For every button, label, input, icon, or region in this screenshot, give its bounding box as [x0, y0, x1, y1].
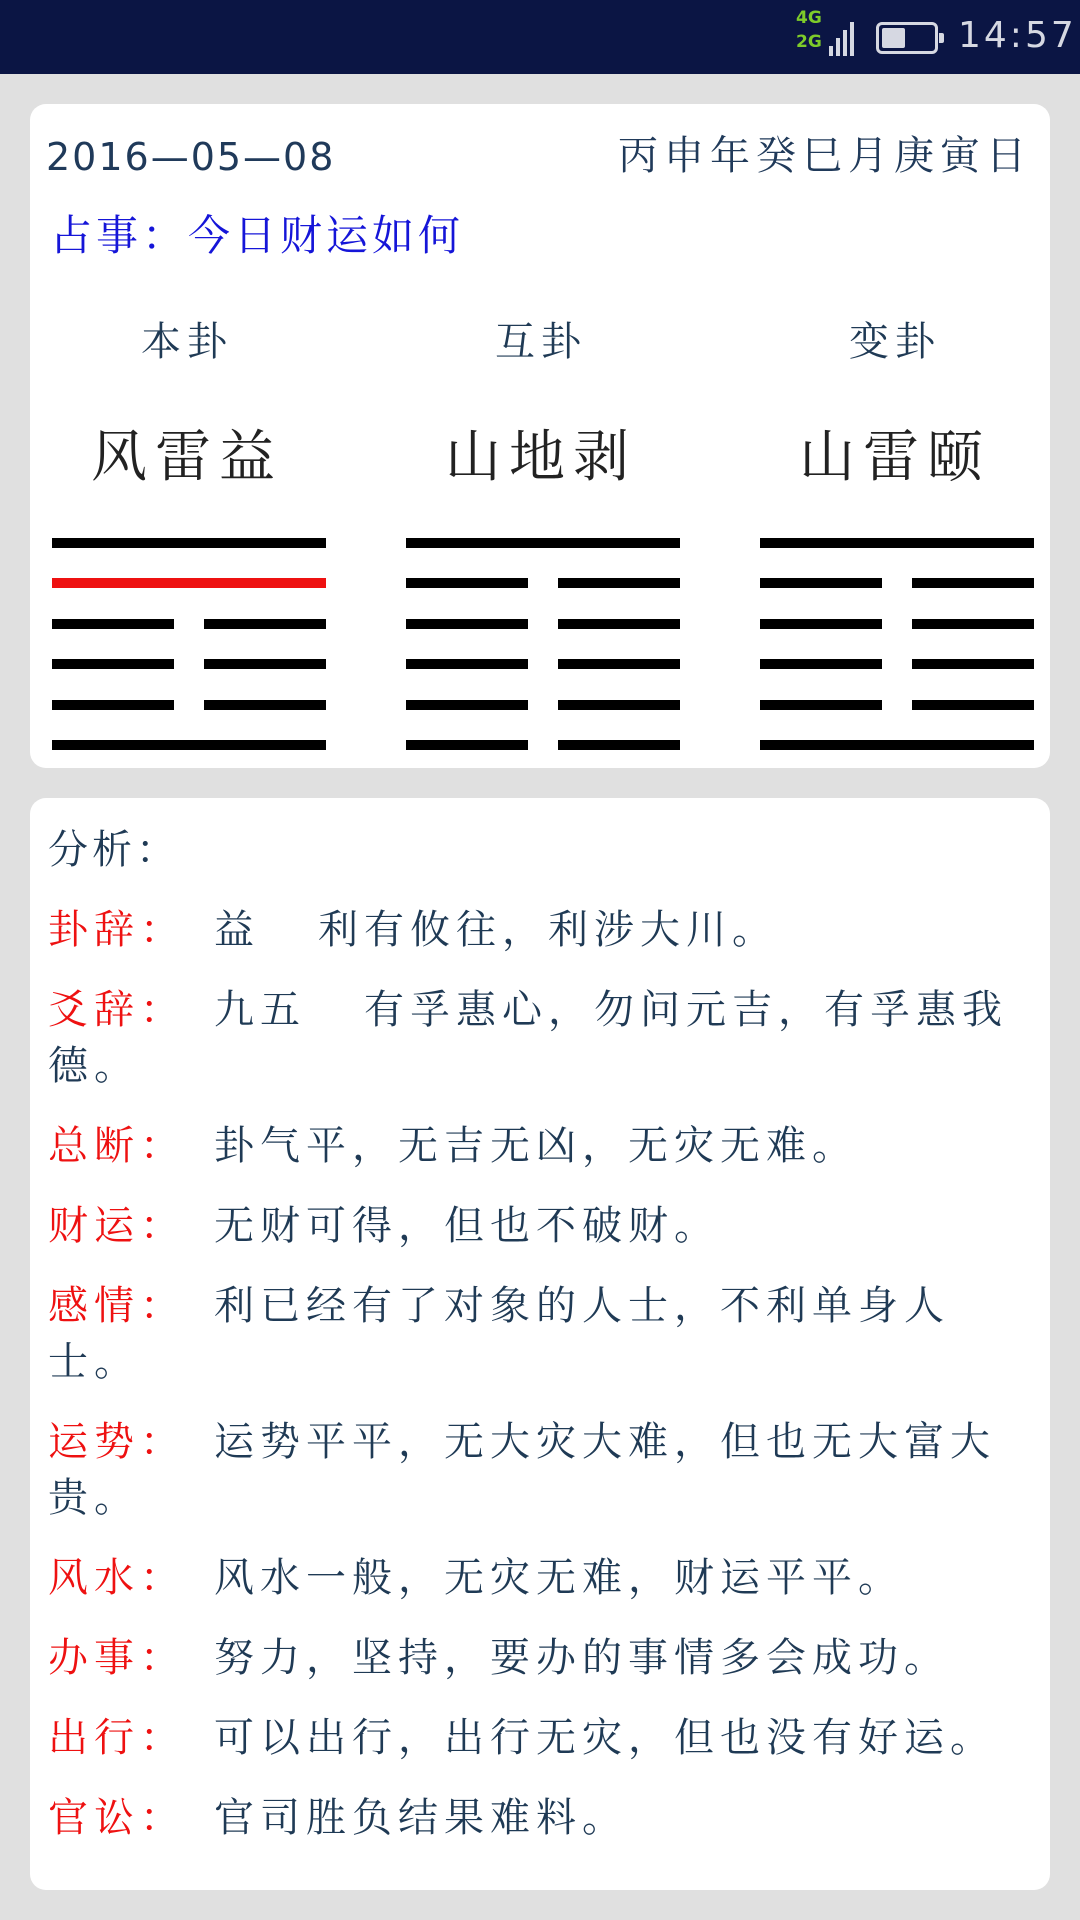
- yin-line: [406, 700, 680, 710]
- yin-line: [760, 659, 1034, 669]
- analysis-row-yunshi: [48, 1414, 1048, 1526]
- analysis-text: 风水一般，无灾无难，财运平平。: [214, 1555, 904, 1601]
- analysis-label: 爻辞：: [48, 987, 186, 1033]
- yin-line: [760, 578, 1034, 588]
- analysis-text: 卦气平，无吉无凶，无灾无难。: [214, 1123, 858, 1169]
- analysis-text: 无财可得，但也不破财。: [214, 1203, 720, 1249]
- yin-line: [406, 578, 680, 588]
- hu-gua-hexagram: [406, 538, 680, 760]
- analysis-text: 有孚惠心，勿问元吉，有孚惠我: [364, 987, 1008, 1033]
- bian-gua-name: 山雷颐: [799, 425, 991, 490]
- analysis-row-chuxing: [48, 1710, 1048, 1766]
- analysis-row-guaci: [48, 902, 1048, 958]
- bian-gua-label: 变卦: [849, 319, 941, 365]
- ben-gua-label: 本卦: [141, 319, 233, 365]
- yang-line: [52, 538, 326, 548]
- analysis-head: 益: [214, 907, 260, 953]
- ben-gua-name: 风雷益: [91, 425, 283, 490]
- analysis-card: [30, 798, 1050, 1890]
- analysis-row-ganqing: [48, 1278, 1048, 1390]
- analysis-label: 感情：: [48, 1283, 186, 1329]
- ganzhi-text: 丙申年癸巳月庚寅日: [618, 133, 1032, 179]
- clock-time: 14:57: [958, 15, 1077, 56]
- analysis-text-wrap: 贵。: [48, 1475, 140, 1521]
- analysis-label: 卦辞：: [48, 907, 186, 953]
- analysis-row-yaoci: [48, 982, 1048, 1094]
- analysis-row-caiyun: [48, 1198, 1048, 1254]
- ben-gua-hexagram: [52, 538, 326, 760]
- signal-indicator: [796, 10, 860, 60]
- analysis-text: 努力，坚持，要办的事情多会成功。: [214, 1635, 950, 1681]
- analysis-label: 办事：: [48, 1635, 186, 1681]
- analysis-title: 分析：: [48, 827, 180, 873]
- hu-gua-name: 山地剥: [445, 425, 637, 490]
- analysis-text: 利有攸往，利涉大川。: [318, 907, 778, 953]
- network-type-2g: 2G: [796, 32, 822, 52]
- yin-line: [52, 619, 326, 629]
- analysis-label: 总断：: [48, 1123, 186, 1169]
- yang-line: [52, 740, 326, 750]
- date-text: 2016—05—08: [46, 135, 336, 179]
- analysis-row-fengshui: [48, 1550, 1048, 1606]
- analysis-label: 运势：: [48, 1419, 186, 1465]
- yin-line: [406, 659, 680, 669]
- status-bar: [0, 0, 1080, 74]
- yang-line: [406, 538, 680, 548]
- analysis-text-wrap: 士。: [48, 1339, 140, 1385]
- analysis-text: 运势平平，无大灾大难，但也无大富大: [214, 1419, 996, 1465]
- hexagram-card: [30, 104, 1050, 768]
- analysis-label: 出行：: [48, 1715, 186, 1761]
- analysis-text: 利已经有了对象的人士，不利单身人: [214, 1283, 950, 1329]
- network-type-4g: 4G: [796, 8, 822, 28]
- battery-icon: [876, 22, 938, 54]
- analysis-label: 官讼：: [48, 1795, 186, 1841]
- yin-line: [52, 700, 326, 710]
- analysis-text-wrap: 德。: [48, 1043, 140, 1089]
- yang-line: [760, 538, 1034, 548]
- yin-line: [52, 659, 326, 669]
- analysis-row-guansong: [48, 1790, 1048, 1846]
- yin-line: [406, 619, 680, 629]
- analysis-head: 九五: [214, 987, 306, 1033]
- analysis-label: 财运：: [48, 1203, 186, 1249]
- hu-gua-label: 互卦: [495, 319, 587, 365]
- yin-line: [760, 700, 1034, 710]
- yin-line: [406, 740, 680, 750]
- signal-bars-icon: [829, 16, 859, 56]
- yin-line: [760, 619, 1034, 629]
- bian-gua-hexagram: [760, 538, 1034, 760]
- analysis-text: 可以出行，出行无灾，但也没有好运。: [214, 1715, 996, 1761]
- question-text: 占事：今日财运如何: [50, 211, 465, 260]
- analysis-row-banshi: [48, 1630, 1048, 1686]
- yang-line-moving: [52, 578, 326, 588]
- analysis-label: 风水：: [48, 1555, 186, 1601]
- analysis-row-zongduan: [48, 1118, 1048, 1174]
- yang-line: [760, 740, 1034, 750]
- analysis-text: 官司胜负结果难料。: [214, 1795, 628, 1841]
